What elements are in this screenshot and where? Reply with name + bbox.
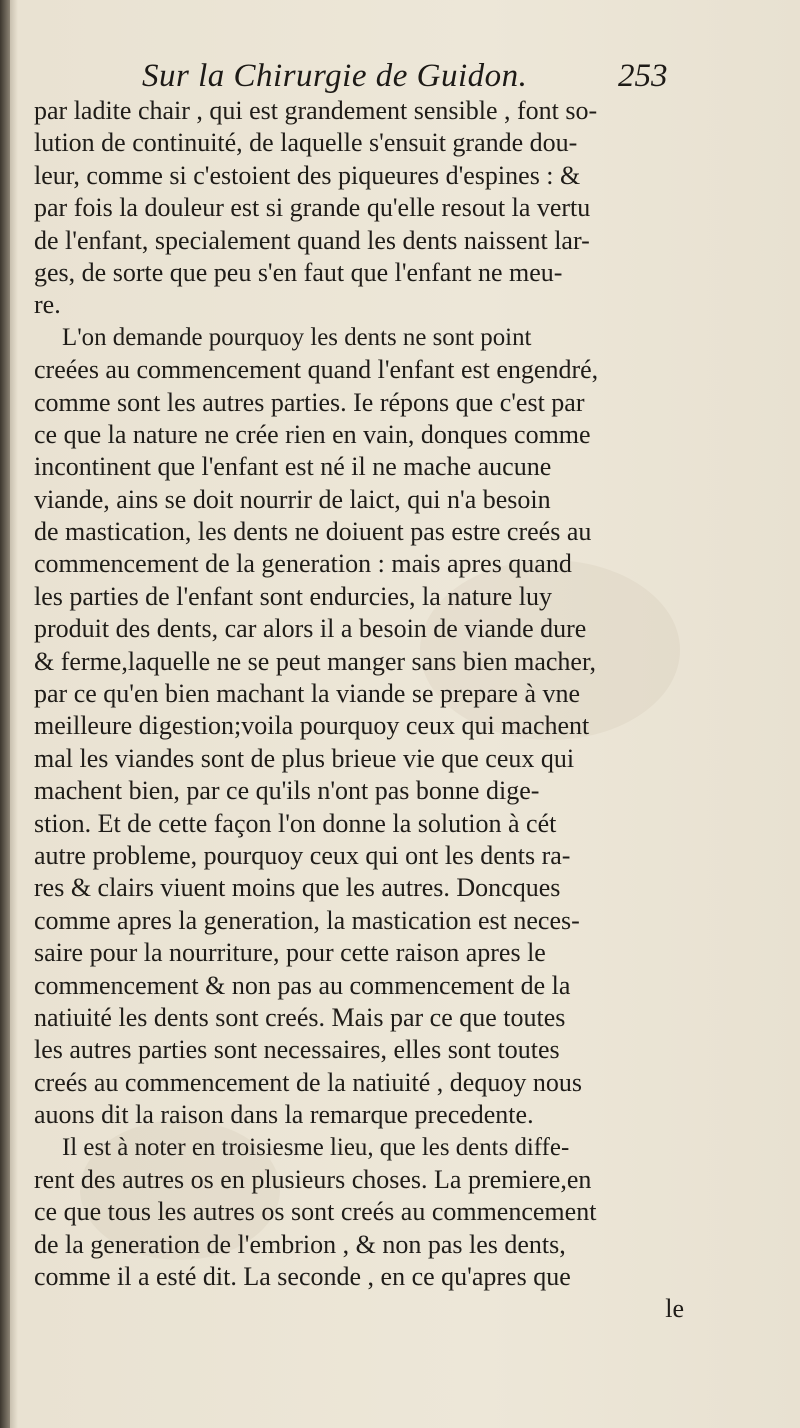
text-line: saire pour la nourriture, pour cette raison apres le xyxy=(34,938,546,968)
text-line: commencement & non pas au commencement de la xyxy=(34,970,571,1000)
text-line: stion. Et de cette façon l'on donne la solution à cét xyxy=(34,808,557,838)
text-line: par ce qu'en bien machant la viande se prepare à vne xyxy=(34,679,581,709)
paragraph-2 xyxy=(34,322,684,1132)
catchword: le xyxy=(665,1294,684,1324)
text-line: & ferme,laquelle ne se peut manger sans bien macher, xyxy=(34,646,597,676)
text-line: commencement de la generation : mais apres quand xyxy=(34,549,572,579)
text-line: machent bien, par ce qu'ils n'ont pas bonne dige- xyxy=(34,776,540,806)
paragraph-1 xyxy=(34,95,684,322)
text-line: les autres parties sont necessaires, elles sont toutes xyxy=(34,1035,560,1065)
text-line: de la generation de l'embrion , & non pas les dents, xyxy=(34,1229,566,1259)
text-line: res & clairs viuent moins que les autres. Doncques xyxy=(34,873,561,903)
text-line: comme il a esté dit. La seconde , en ce qu'apres que xyxy=(34,1262,571,1292)
text-line: re. xyxy=(34,290,61,320)
running-title: Sur la Chirurgie de Guidon. xyxy=(142,58,528,94)
text-line: natiuité les dents sont creés. Mais par ce que toutes xyxy=(34,1002,566,1032)
text-line: de mastication, les dents ne doiuent pas estre creés au xyxy=(34,517,592,547)
text-line: lution de continuité, de laquelle s'ensuit grande dou- xyxy=(34,128,578,158)
text-line: incontinent que l'enfant est né il ne mache aucune xyxy=(34,452,552,482)
text-line: Il est à noter en troisiesme lieu, que les dents diffe- xyxy=(62,1133,570,1161)
page-number: 253 xyxy=(618,58,668,94)
text-line: creés au commencement de la natiuité , dequoy nous xyxy=(34,1067,582,1097)
text-line: creées au commencement quand l'enfant est engendré, xyxy=(34,355,599,385)
text-line: ges, de sorte que peu s'en faut que l'enfant ne meu- xyxy=(34,257,563,287)
text-line: comme sont les autres parties. Ie répons que c'est par xyxy=(34,387,585,417)
text-line: par fois la douleur est si grande qu'elle resout la vertu xyxy=(34,193,591,223)
text-line: ce que tous les autres os sont creés au commencement xyxy=(34,1197,597,1227)
text-line: de l'enfant, specialement quand les dents naissent lar- xyxy=(34,225,590,255)
text-line: comme apres la generation, la mastication est neces- xyxy=(34,905,580,935)
paragraph-3 xyxy=(34,1132,684,1294)
text-line: ce que la nature ne crée rien en vain, donques comme xyxy=(34,419,591,449)
text-line: leur, comme si c'estoient des piqueures d'espines : & xyxy=(34,160,581,190)
page-header xyxy=(0,54,800,100)
text-line: meilleure digestion;voila pourquoy ceux qui machent xyxy=(34,711,590,741)
text-line: par ladite chair , qui est grandement sensible , font so- xyxy=(34,96,598,125)
book-spine-shadow xyxy=(0,0,10,1428)
text-line: viande, ains se doit nourrir de laict, qui n'a besoin xyxy=(34,484,551,514)
text-line: les parties de l'enfant sont endurcies, la nature luy xyxy=(34,581,553,611)
text-line: auons dit la raison dans la remarque precedente. xyxy=(34,1100,534,1130)
body-text xyxy=(34,95,684,1326)
text-line: produit des dents, car alors il a besoin de viande dure xyxy=(34,614,587,644)
text-line: autre probleme, pourquoy ceux qui ont les dents ra- xyxy=(34,840,571,870)
text-line: L'on demande pourquoy les dents ne sont point xyxy=(62,323,532,351)
text-line: mal les viandes sont de plus brieue vie que ceux qui xyxy=(34,743,575,773)
text-line: rent des autres os en plusieurs choses. La premiere,en xyxy=(34,1164,592,1194)
